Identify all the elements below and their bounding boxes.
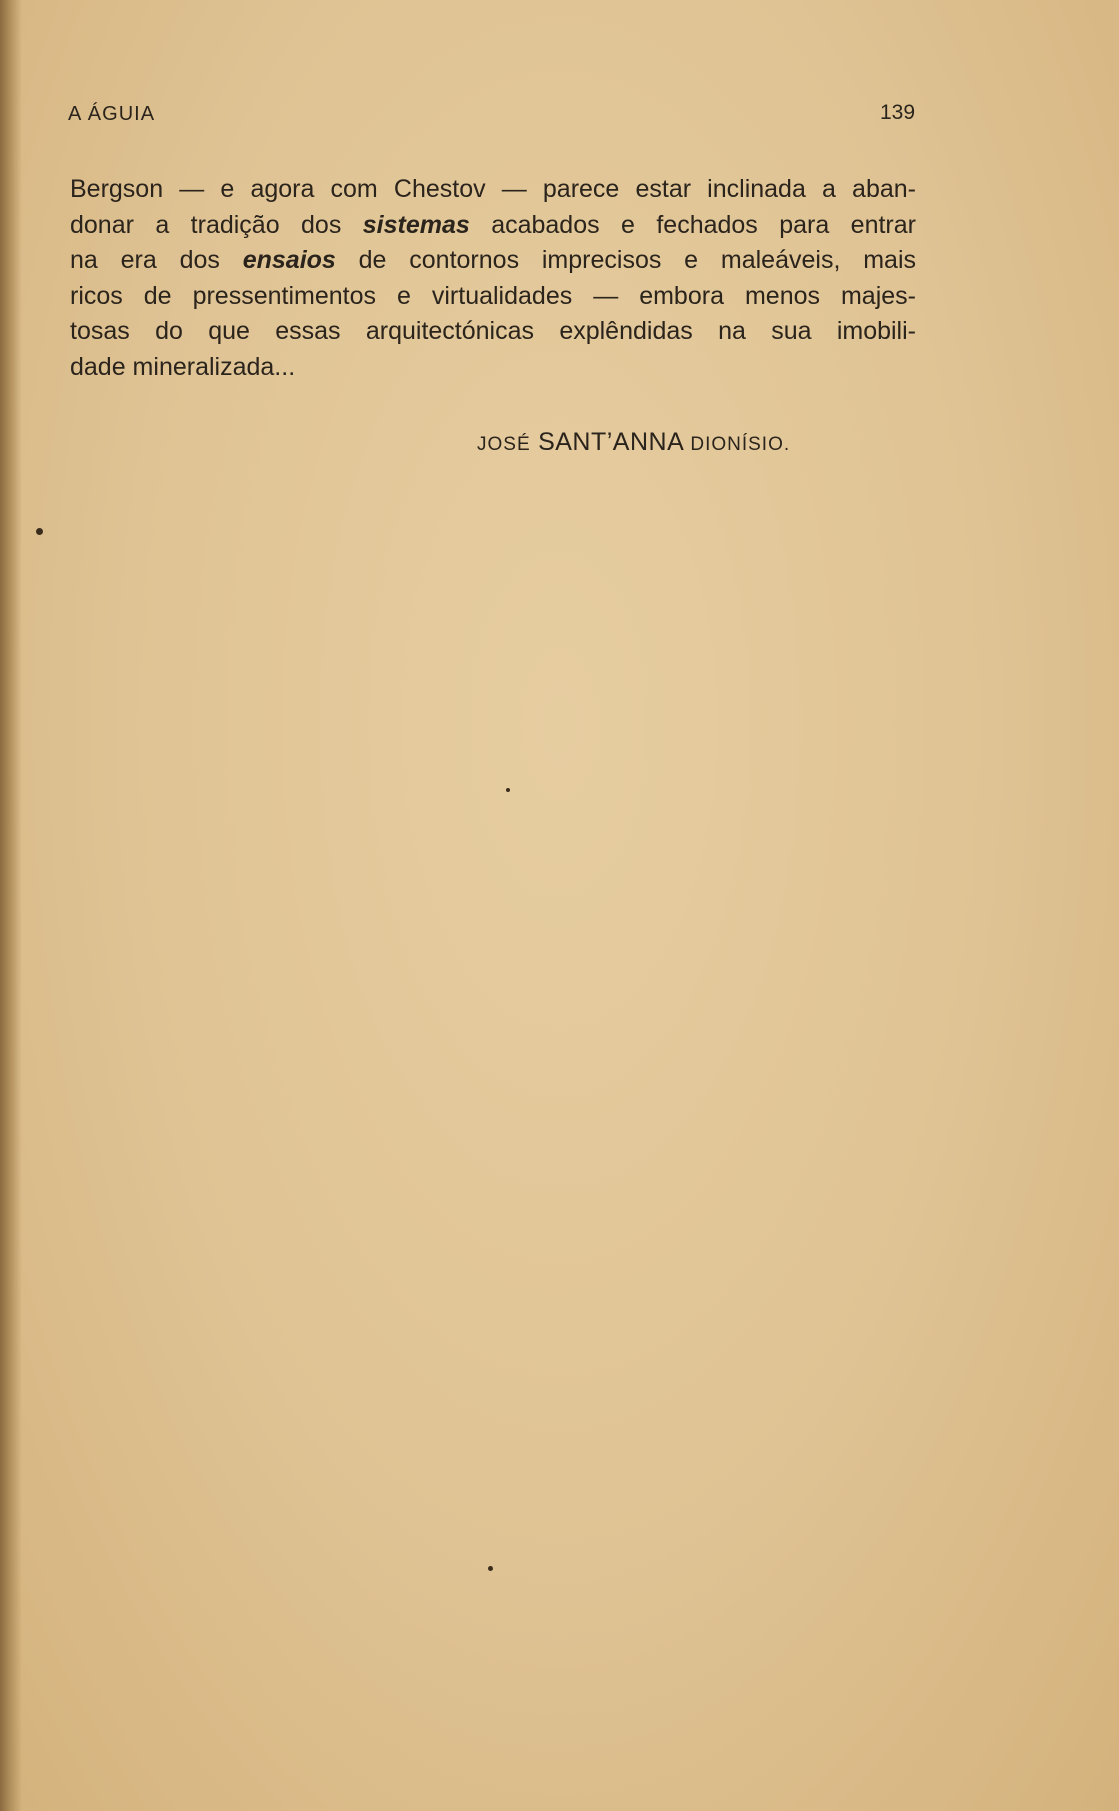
signature-first-name: JOSÉ — [477, 434, 531, 455]
binding-edge — [0, 0, 22, 1811]
body-line: donar a tradição dos sistemas acabados e fechados para entrar — [70, 210, 916, 239]
italic-term: ensaios — [242, 246, 336, 274]
body-line: tosas do que essas arquitectónicas explêndidas na sua imobili- — [70, 317, 916, 345]
signature-middle-name: SANT’ANNA — [538, 428, 683, 456]
body-line: Bergson — e agora com Chestov — parece estar inclinada a aban- — [70, 175, 916, 203]
body-line: ricos de pressentimentos e virtualidades — embora menos majes- — [70, 281, 916, 310]
paper-speck — [488, 1566, 493, 1571]
verso-show-through — [180, 560, 900, 1610]
paper-speck — [36, 528, 43, 535]
page-number: 139 — [880, 101, 916, 124]
signature-last-name: DIONÍSIO. — [690, 434, 791, 455]
italic-term: sistemas — [362, 210, 470, 239]
paper-speck — [506, 788, 510, 792]
body-line: dade mineralizada... — [70, 352, 296, 381]
author-signature — [477, 428, 790, 457]
body-line: na era dos ensaios de contornos imprecisos e maleáveis, mais — [70, 246, 916, 274]
running-head: A ÁGUIA — [68, 103, 156, 125]
body-paragraph — [70, 172, 916, 385]
